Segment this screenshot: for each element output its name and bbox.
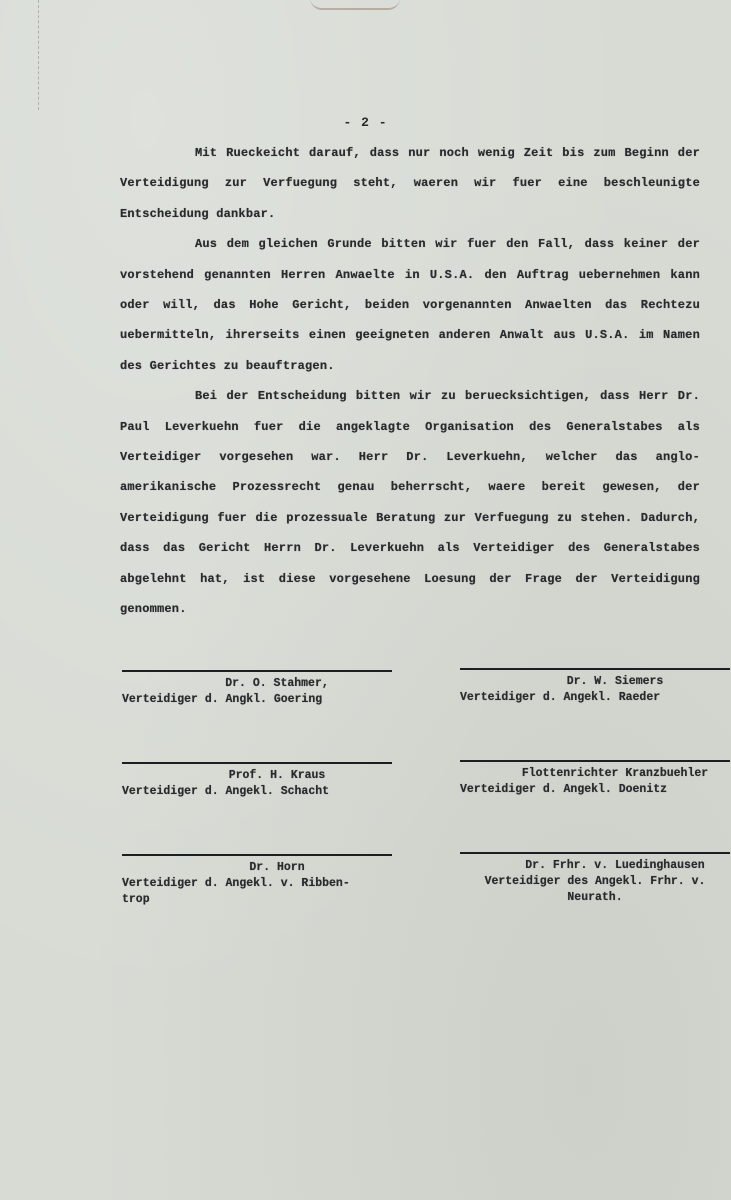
signature-block-horn	[122, 854, 392, 908]
signature-block-kranzbuehler	[460, 760, 730, 798]
signature-name: Dr. W. Siemers	[566, 675, 664, 688]
signature-role: Verteidiger d. Angekl. Raeder	[460, 691, 661, 704]
signature-role: Verteidiger d. Angekl. Doenitz	[460, 783, 668, 796]
signature-block-siemers	[460, 668, 730, 706]
signature-name: Dr. O. Stahmer,	[225, 677, 329, 690]
paragraph: Bei der Entscheidung bitten wir zu beruecksichtigen, dass Herr Dr. Paul Leverkuehn fuer die angeklagte Organisation des Generalstabes als Verteidiger vorgesehen war. Herr Dr. Leverkuehn, welcher das anglo-amerikanische Prozessrecht genau beherrscht, waere bereit gewesen, der Verteidigung fuer die prozessuale Beratung zur Verfuegung zu stehen. Dadurch, dass das Gericht Herrn Dr. Leverkuehn als Verteidiger des Generalstabes abgelehnt hat, ist diese vorgesehene Loesung der Frage der Verteidigung genommen.	[120, 389, 700, 617]
letter-body	[120, 138, 700, 625]
signature-block-luedinghausen	[460, 852, 730, 906]
signature-role: Verteidiger des Angekl. Frhr. v. Neurath.	[484, 875, 706, 904]
paragraph: Mit Rueckeicht darauf, dass nur noch wenig Zeit bis zum Beginn der Verteidigung zur Verfuegung steht, waeren wir fuer eine beschleunigte Entscheidung dankbar.	[120, 146, 700, 221]
signature-line	[122, 670, 392, 672]
signature-role: Verteidiger d. Angkl. Goering	[122, 693, 323, 706]
paper-stain	[310, 0, 400, 10]
signature-role: Verteidiger d. Angekl. Schacht	[122, 785, 330, 798]
signature-role: Verteidiger d. Angekl. v. Ribben- trop	[122, 877, 350, 906]
signature-name: Prof. H. Kraus	[228, 769, 326, 782]
signature-line	[460, 668, 730, 670]
signature-name: Dr. Horn	[249, 861, 305, 874]
signature-name: Flottenrichter Kranzbuehler	[521, 767, 709, 780]
signature-line	[122, 762, 392, 764]
signature-block-kraus	[122, 762, 392, 800]
punch-edge-mark	[38, 0, 53, 110]
page-number: - 2 -	[343, 115, 388, 130]
signature-line	[460, 852, 730, 854]
paragraph: Aus dem gleichen Grunde bitten wir fuer den Fall, dass keiner der vorstehend genannten Herren Anwaelte in U.S.A. den Auftrag uebernehmen kann oder will, das Hohe Gericht, beiden vorgenannten Anwaelten das Rechtezu uebermitteln, ihrerseits einen geeigneten anderen Anwalt aus U.S.A. im Namen des Gerichtes zu beauftragen.	[120, 237, 700, 373]
signature-line	[460, 760, 730, 762]
signature-block-stahmer	[122, 670, 392, 708]
signature-line	[122, 854, 392, 856]
signature-name: Dr. Frhr. v. Luedinghausen	[525, 859, 705, 872]
